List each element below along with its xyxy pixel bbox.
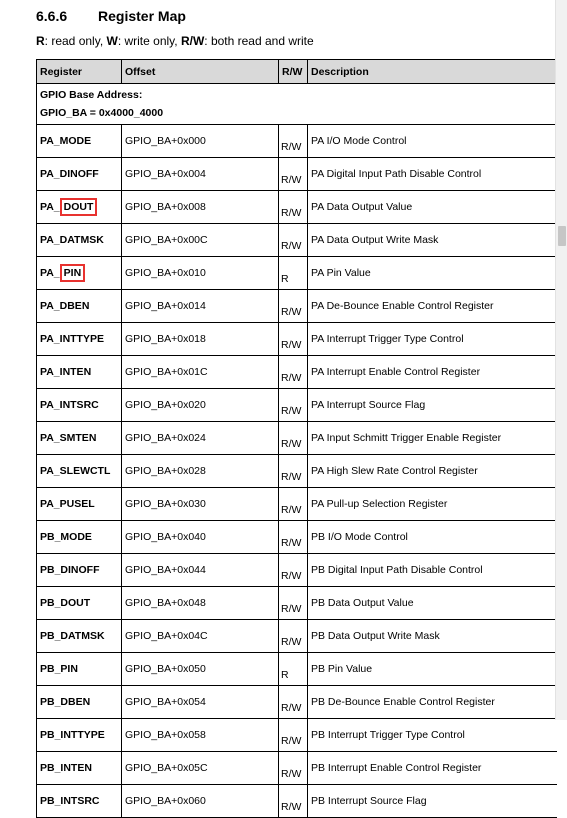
register-name: PB_DINOFF (40, 564, 100, 576)
access-cell: R/W (279, 290, 308, 323)
legend-rw-key: R/W (180, 34, 205, 48)
access-cell: R/W (279, 686, 308, 719)
highlighted-register-suffix: PIN (63, 267, 82, 279)
section-heading (36, 8, 186, 24)
register-name-cell (37, 191, 122, 224)
description-cell: PB Data Output Value (308, 587, 557, 620)
description-cell: PA I/O Mode Control (308, 125, 557, 158)
section-number: 6.6.6 (36, 8, 68, 24)
description-cell: PB Interrupt Trigger Type Control (308, 719, 557, 752)
table-row (37, 785, 557, 818)
offset-cell: GPIO_BA+0x004 (122, 158, 279, 191)
register-name: PB_DOUT (40, 597, 91, 609)
offset-cell: GPIO_BA+0x024 (122, 422, 279, 455)
access-cell: R/W (279, 521, 308, 554)
access-cell: R/W (279, 323, 308, 356)
legend-w-key: W (106, 34, 118, 48)
table-row (37, 521, 557, 554)
header-offset: Offset (122, 60, 279, 84)
table-row (37, 257, 557, 290)
register-name-cell (37, 158, 122, 191)
register-name-cell (37, 554, 122, 587)
access-cell: R/W (279, 620, 308, 653)
access-cell: R/W (279, 752, 308, 785)
register-name: PA_DATMSK (40, 234, 104, 246)
table-row (37, 488, 557, 521)
table-row (37, 323, 557, 356)
description-cell: PB I/O Mode Control (308, 521, 557, 554)
register-name: PA_DINOFF (40, 168, 99, 180)
register-name: PB_INTSRC (40, 795, 100, 807)
register-name: PA_MODE (40, 135, 92, 147)
access-cell: R/W (279, 785, 308, 818)
register-name-cell (37, 422, 122, 455)
offset-cell: GPIO_BA+0x050 (122, 653, 279, 686)
register-name-cell (37, 125, 122, 158)
register-name: PB_MODE (40, 531, 92, 543)
register-name-cell (37, 290, 122, 323)
highlighted-register-suffix: DOUT (63, 201, 94, 213)
header-register: Register (37, 60, 122, 84)
register-name: PA_INTEN (40, 366, 92, 378)
register-map-table (36, 59, 557, 818)
register-name: PA_ (40, 201, 60, 213)
access-cell: R/W (279, 587, 308, 620)
description-cell: PA Pull-up Selection Register (308, 488, 557, 521)
description-cell: PA Data Output Write Mask (308, 224, 557, 257)
description-cell: PA De-Bounce Enable Control Register (308, 290, 557, 323)
header-rw: R/W (279, 60, 308, 84)
base-address-row (37, 84, 557, 125)
register-name-cell (37, 224, 122, 257)
access-cell: R/W (279, 158, 308, 191)
description-cell: PB Pin Value (308, 653, 557, 686)
table-row (37, 125, 557, 158)
access-cell: R/W (279, 191, 308, 224)
legend-rw-text: : both read and write (204, 34, 314, 48)
access-cell: R/W (279, 422, 308, 455)
offset-cell: GPIO_BA+0x020 (122, 389, 279, 422)
header-description: Description (308, 60, 557, 84)
table-row (37, 554, 557, 587)
offset-cell: GPIO_BA+0x028 (122, 455, 279, 488)
table-row (37, 587, 557, 620)
offset-cell: GPIO_BA+0x014 (122, 290, 279, 323)
register-name-cell (37, 719, 122, 752)
description-cell: PB Digital Input Path Disable Control (308, 554, 557, 587)
access-cell: R/W (279, 389, 308, 422)
access-cell: R (279, 653, 308, 686)
legend-w-text: : write only, (117, 34, 181, 48)
register-name: PA_INTTYPE (40, 333, 104, 345)
scrollbar-thumb[interactable] (558, 226, 566, 246)
register-name: PA_DBEN (40, 300, 90, 312)
register-name-cell (37, 356, 122, 389)
description-cell: PA Digital Input Path Disable Control (308, 158, 557, 191)
table-header-row (37, 60, 557, 84)
access-cell: R/W (279, 554, 308, 587)
table-row (37, 653, 557, 686)
base-address-value: GPIO_BA = 0x4000_4000 (40, 107, 164, 119)
table-row (37, 158, 557, 191)
table-row (37, 686, 557, 719)
table-row (37, 356, 557, 389)
vertical-scrollbar[interactable] (555, 0, 567, 720)
table-row (37, 224, 557, 257)
access-legend (36, 34, 314, 48)
register-name-cell (37, 686, 122, 719)
table-row (37, 719, 557, 752)
register-name: PB_INTTYPE (40, 729, 105, 741)
description-cell: PB Data Output Write Mask (308, 620, 557, 653)
register-name-cell (37, 521, 122, 554)
access-cell: R (279, 257, 308, 290)
description-cell: PA Input Schmitt Trigger Enable Register (308, 422, 557, 455)
register-name: PA_INTSRC (40, 399, 99, 411)
offset-cell: GPIO_BA+0x054 (122, 686, 279, 719)
offset-cell: GPIO_BA+0x048 (122, 587, 279, 620)
table-row (37, 290, 557, 323)
offset-cell: GPIO_BA+0x000 (122, 125, 279, 158)
register-name-cell (37, 488, 122, 521)
description-cell: PA Interrupt Source Flag (308, 389, 557, 422)
register-name: PB_DATMSK (40, 630, 105, 642)
offset-cell: GPIO_BA+0x044 (122, 554, 279, 587)
register-name: PA_PUSEL (40, 498, 95, 510)
offset-cell: GPIO_BA+0x060 (122, 785, 279, 818)
offset-cell: GPIO_BA+0x030 (122, 488, 279, 521)
offset-cell: GPIO_BA+0x040 (122, 521, 279, 554)
register-name-cell (37, 389, 122, 422)
register-name: PB_INTEN (40, 762, 92, 774)
register-name-cell (37, 587, 122, 620)
description-cell: PB De-Bounce Enable Control Register (308, 686, 557, 719)
register-name-cell (37, 323, 122, 356)
access-cell: R/W (279, 356, 308, 389)
register-name-cell (37, 455, 122, 488)
section-title: Register Map (98, 8, 186, 24)
base-address-cell (37, 84, 557, 125)
offset-cell: GPIO_BA+0x04C (122, 620, 279, 653)
register-name-cell (37, 752, 122, 785)
register-name: PA_SMTEN (40, 432, 97, 444)
offset-cell: GPIO_BA+0x00C (122, 224, 279, 257)
offset-cell: GPIO_BA+0x008 (122, 191, 279, 224)
description-cell: PB Interrupt Enable Control Register (308, 752, 557, 785)
register-name: PA_SLEWCTL (40, 465, 111, 477)
table-row (37, 422, 557, 455)
description-cell: PA High Slew Rate Control Register (308, 455, 557, 488)
table-row (37, 191, 557, 224)
register-name: PB_DBEN (40, 696, 91, 708)
register-name-cell (37, 620, 122, 653)
register-name-cell (37, 653, 122, 686)
access-cell: R/W (279, 488, 308, 521)
legend-r-key: R (36, 34, 45, 48)
description-cell: PA Interrupt Trigger Type Control (308, 323, 557, 356)
table-row (37, 455, 557, 488)
access-cell: R/W (279, 224, 308, 257)
offset-cell: GPIO_BA+0x01C (122, 356, 279, 389)
description-cell: PA Pin Value (308, 257, 557, 290)
offset-cell: GPIO_BA+0x058 (122, 719, 279, 752)
offset-cell: GPIO_BA+0x05C (122, 752, 279, 785)
base-address-label: GPIO Base Address: (40, 89, 143, 101)
offset-cell: GPIO_BA+0x010 (122, 257, 279, 290)
table-row (37, 389, 557, 422)
table-row (37, 620, 557, 653)
register-name-cell (37, 257, 122, 290)
offset-cell: GPIO_BA+0x018 (122, 323, 279, 356)
legend-r-text: : read only, (44, 34, 107, 48)
description-cell: PA Data Output Value (308, 191, 557, 224)
access-cell: R/W (279, 125, 308, 158)
access-cell: R/W (279, 455, 308, 488)
register-name-cell (37, 785, 122, 818)
access-cell: R/W (279, 719, 308, 752)
description-cell: PA Interrupt Enable Control Register (308, 356, 557, 389)
table-row (37, 752, 557, 785)
register-name: PB_PIN (40, 663, 78, 675)
register-name: PA_ (40, 267, 60, 279)
description-cell: PB Interrupt Source Flag (308, 785, 557, 818)
